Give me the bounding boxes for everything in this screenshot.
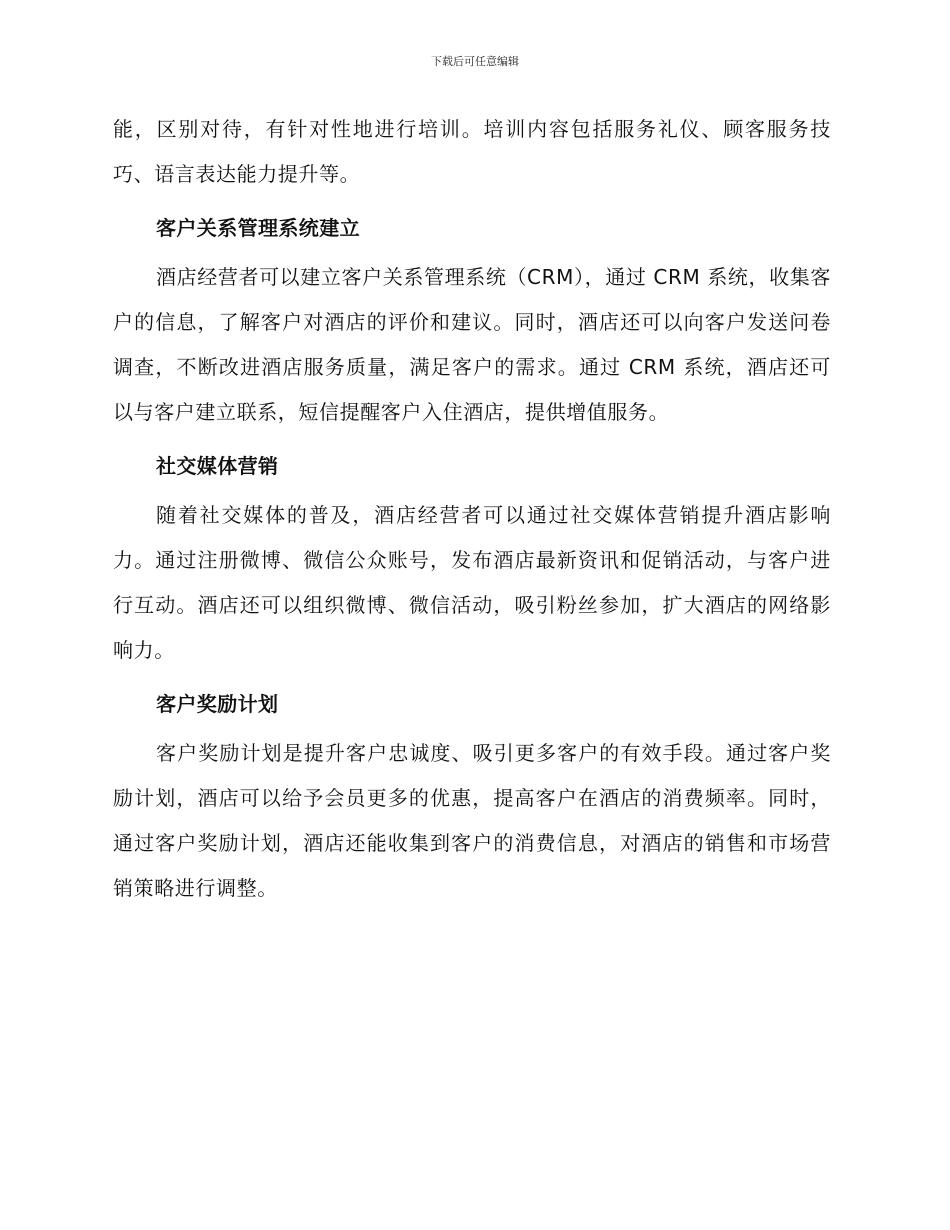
page-header: 下载后可任意编辑 [431,55,519,68]
heading-social-media: 社交媒体营销 [156,454,279,478]
paragraph-crm: 酒店经营者可以建立客户关系管理系统（CRM），通过 CRM 系统，收集客户的信息，了解客户对酒店的评价和建议。同时，酒店还可以向客户发送问卷调查，不断改进酒店服务质量，满足客户的需求。通过 CRM 系统，酒店还可以与客户建立联系，短信提醒客户入住酒店，提供增值服务。 [113,265,831,424]
paragraph-social-media: 随着社交媒体的普及，酒店经营者可以通过社交媒体营销提升酒店影响力。通过注册微博、微信公众账号，发布酒店最新资讯和促销活动，与客户进行互动。酒店还可以组织微博、微信活动，吸引粉丝参加，扩大酒店的网络影响力。 [113,503,831,662]
document-body [113,107,831,911]
paragraph-training-continued: 能，区别对待，有针对性地进行培训。培训内容包括服务礼仪、顾客服务技巧、语言表达能力提升等。 [113,117,831,186]
heading-crm: 客户关系管理系统建立 [156,216,360,240]
heading-rewards: 客户奖励计划 [156,692,279,716]
paragraph-rewards: 客户奖励计划是提升客户忠诚度、吸引更多客户的有效手段。通过客户奖励计划，酒店可以给予会员更多的优惠，提高客户在酒店的消费频率。同时，通过客户奖励计划，酒店还能收集到客户的消费信息，对酒店的销售和市场营销策略进行调整。 [113,741,831,900]
